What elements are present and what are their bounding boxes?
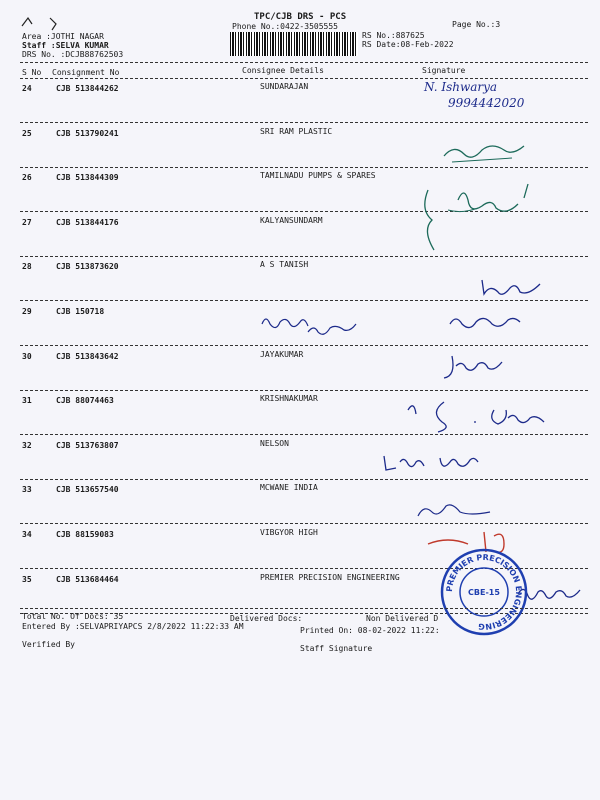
row-divider — [20, 256, 588, 257]
col-consignment: Consignment No — [52, 68, 120, 77]
row-consignment-number: CJB 88074463 — [56, 396, 114, 406]
company-stamp-icon — [440, 548, 528, 636]
row-serial-number: 30 — [22, 351, 32, 361]
row-serial-number: 24 — [22, 84, 32, 93]
row-consignee-name: PREMIER PRECISION ENGINEERING — [260, 572, 400, 582]
signature-row-30 — [436, 352, 506, 386]
row-divider — [20, 345, 588, 346]
row-consignee-name: JAYAKUMAR — [260, 349, 304, 359]
row-consignment-number: CJB 513684464 — [56, 574, 119, 584]
delivered-docs: Delivered Docs: — [230, 614, 303, 623]
row-consignment-number: CJB 513844262 — [56, 84, 119, 93]
signature-row-25 — [440, 138, 530, 168]
signature-row-32 — [380, 452, 500, 478]
corner-mark-icon — [20, 14, 80, 34]
row-serial-number: 27 — [22, 217, 32, 227]
row-consignment-number: CJB 513844309 — [56, 173, 119, 183]
row-divider — [20, 390, 588, 391]
stamp-center: CBE-15 — [468, 588, 500, 597]
row-serial-number: 29 — [22, 307, 32, 316]
signature-row-26-27 — [418, 180, 548, 250]
divider — [20, 608, 588, 609]
row-consignment-number: CJB 513790241 — [56, 128, 119, 138]
row-divider — [20, 300, 588, 301]
divider — [20, 78, 588, 79]
area-label: Area :JOTHI NAGAR — [22, 32, 104, 41]
stamp-text: PREMIER PRECISION ENGINEERING — [444, 552, 524, 632]
col-signature: Signature — [422, 66, 466, 75]
divider — [20, 62, 588, 63]
row-serial-number: 28 — [22, 262, 32, 272]
row-serial-number: 34 — [22, 530, 32, 539]
verified-by: Verified By — [22, 640, 75, 649]
row-consignment-number: CJB 513844176 — [56, 217, 119, 227]
row-consignee-name: VIBGYOR HIGH — [260, 528, 318, 537]
staff-signature: Staff Signature — [300, 644, 373, 653]
rs-date: RS Date:08-Feb-2022 — [362, 40, 454, 49]
signature-row-31 — [404, 396, 554, 436]
row-consignee-name: NELSON — [260, 438, 289, 448]
row-consignee-name: KRISHNAKUMAR — [260, 394, 318, 404]
col-consignee: Consignee Details — [242, 66, 324, 75]
total-docs: Total No. Of Docs: 35 — [22, 612, 124, 621]
row-divider — [20, 122, 588, 123]
row-consignee-name: MCWANE INDIA — [260, 483, 318, 493]
row-serial-number: 26 — [22, 173, 32, 183]
drs-number: DRS No. :DCJB88762503 — [22, 50, 124, 59]
signature-row-33 — [414, 496, 504, 524]
row-serial-number: 25 — [22, 128, 32, 138]
row-consignment-number: CJB 513657540 — [56, 485, 119, 495]
entered-by: Entered By :SELVAPRIYAPCS 2/8/2022 11:22:33 AM — [22, 622, 244, 631]
handwritten-row-29 — [258, 310, 368, 340]
col-sno: S No — [22, 68, 42, 77]
row-consignment-number: CJB 513763807 — [56, 440, 119, 450]
signature-row-29 — [446, 310, 526, 334]
signature-row-28 — [478, 276, 548, 300]
phone-number: Phone No.:0422-3505555 — [232, 22, 338, 31]
row-consignee-name: TAMILNADU PUMPS & SPARES — [260, 171, 376, 181]
row-consignee-name: SUNDARAJAN — [260, 82, 309, 91]
row-divider — [20, 479, 588, 480]
row-serial-number: 35 — [22, 574, 32, 584]
row-serial-number: 32 — [22, 440, 32, 450]
staff-label: Staff :SELVA KUMAR — [22, 41, 109, 50]
row-consignee-name: SRI RAM PLASTIC — [260, 126, 333, 136]
barcode — [230, 32, 358, 56]
row-consignment-number: CJB 88159083 — [56, 530, 114, 539]
row-consignee-name: A S TANISH — [260, 260, 309, 270]
row-consignment-number: CJB 513843642 — [56, 351, 119, 361]
row-consignee-name: KALYANSUNDARM — [260, 215, 323, 225]
rs-number: RS No.:887625 — [362, 31, 425, 40]
handwritten-name: N. Ishwarya — [424, 80, 498, 94]
row-serial-number: 31 — [22, 396, 32, 406]
page-number: Page No.:3 — [452, 20, 501, 29]
printed-on: Printed On: 08-02-2022 11:22: — [300, 626, 440, 635]
row-serial-number: 33 — [22, 485, 32, 495]
row-consignment-number: CJB 513873620 — [56, 262, 119, 272]
non-delivered-docs: Non Delivered D — [366, 614, 439, 623]
document-title: TPC/CJB DRS - PCS — [254, 12, 347, 22]
row-consignment-number: CJB 150718 — [56, 307, 105, 316]
handwritten-phone: 9994442020 — [448, 96, 525, 110]
